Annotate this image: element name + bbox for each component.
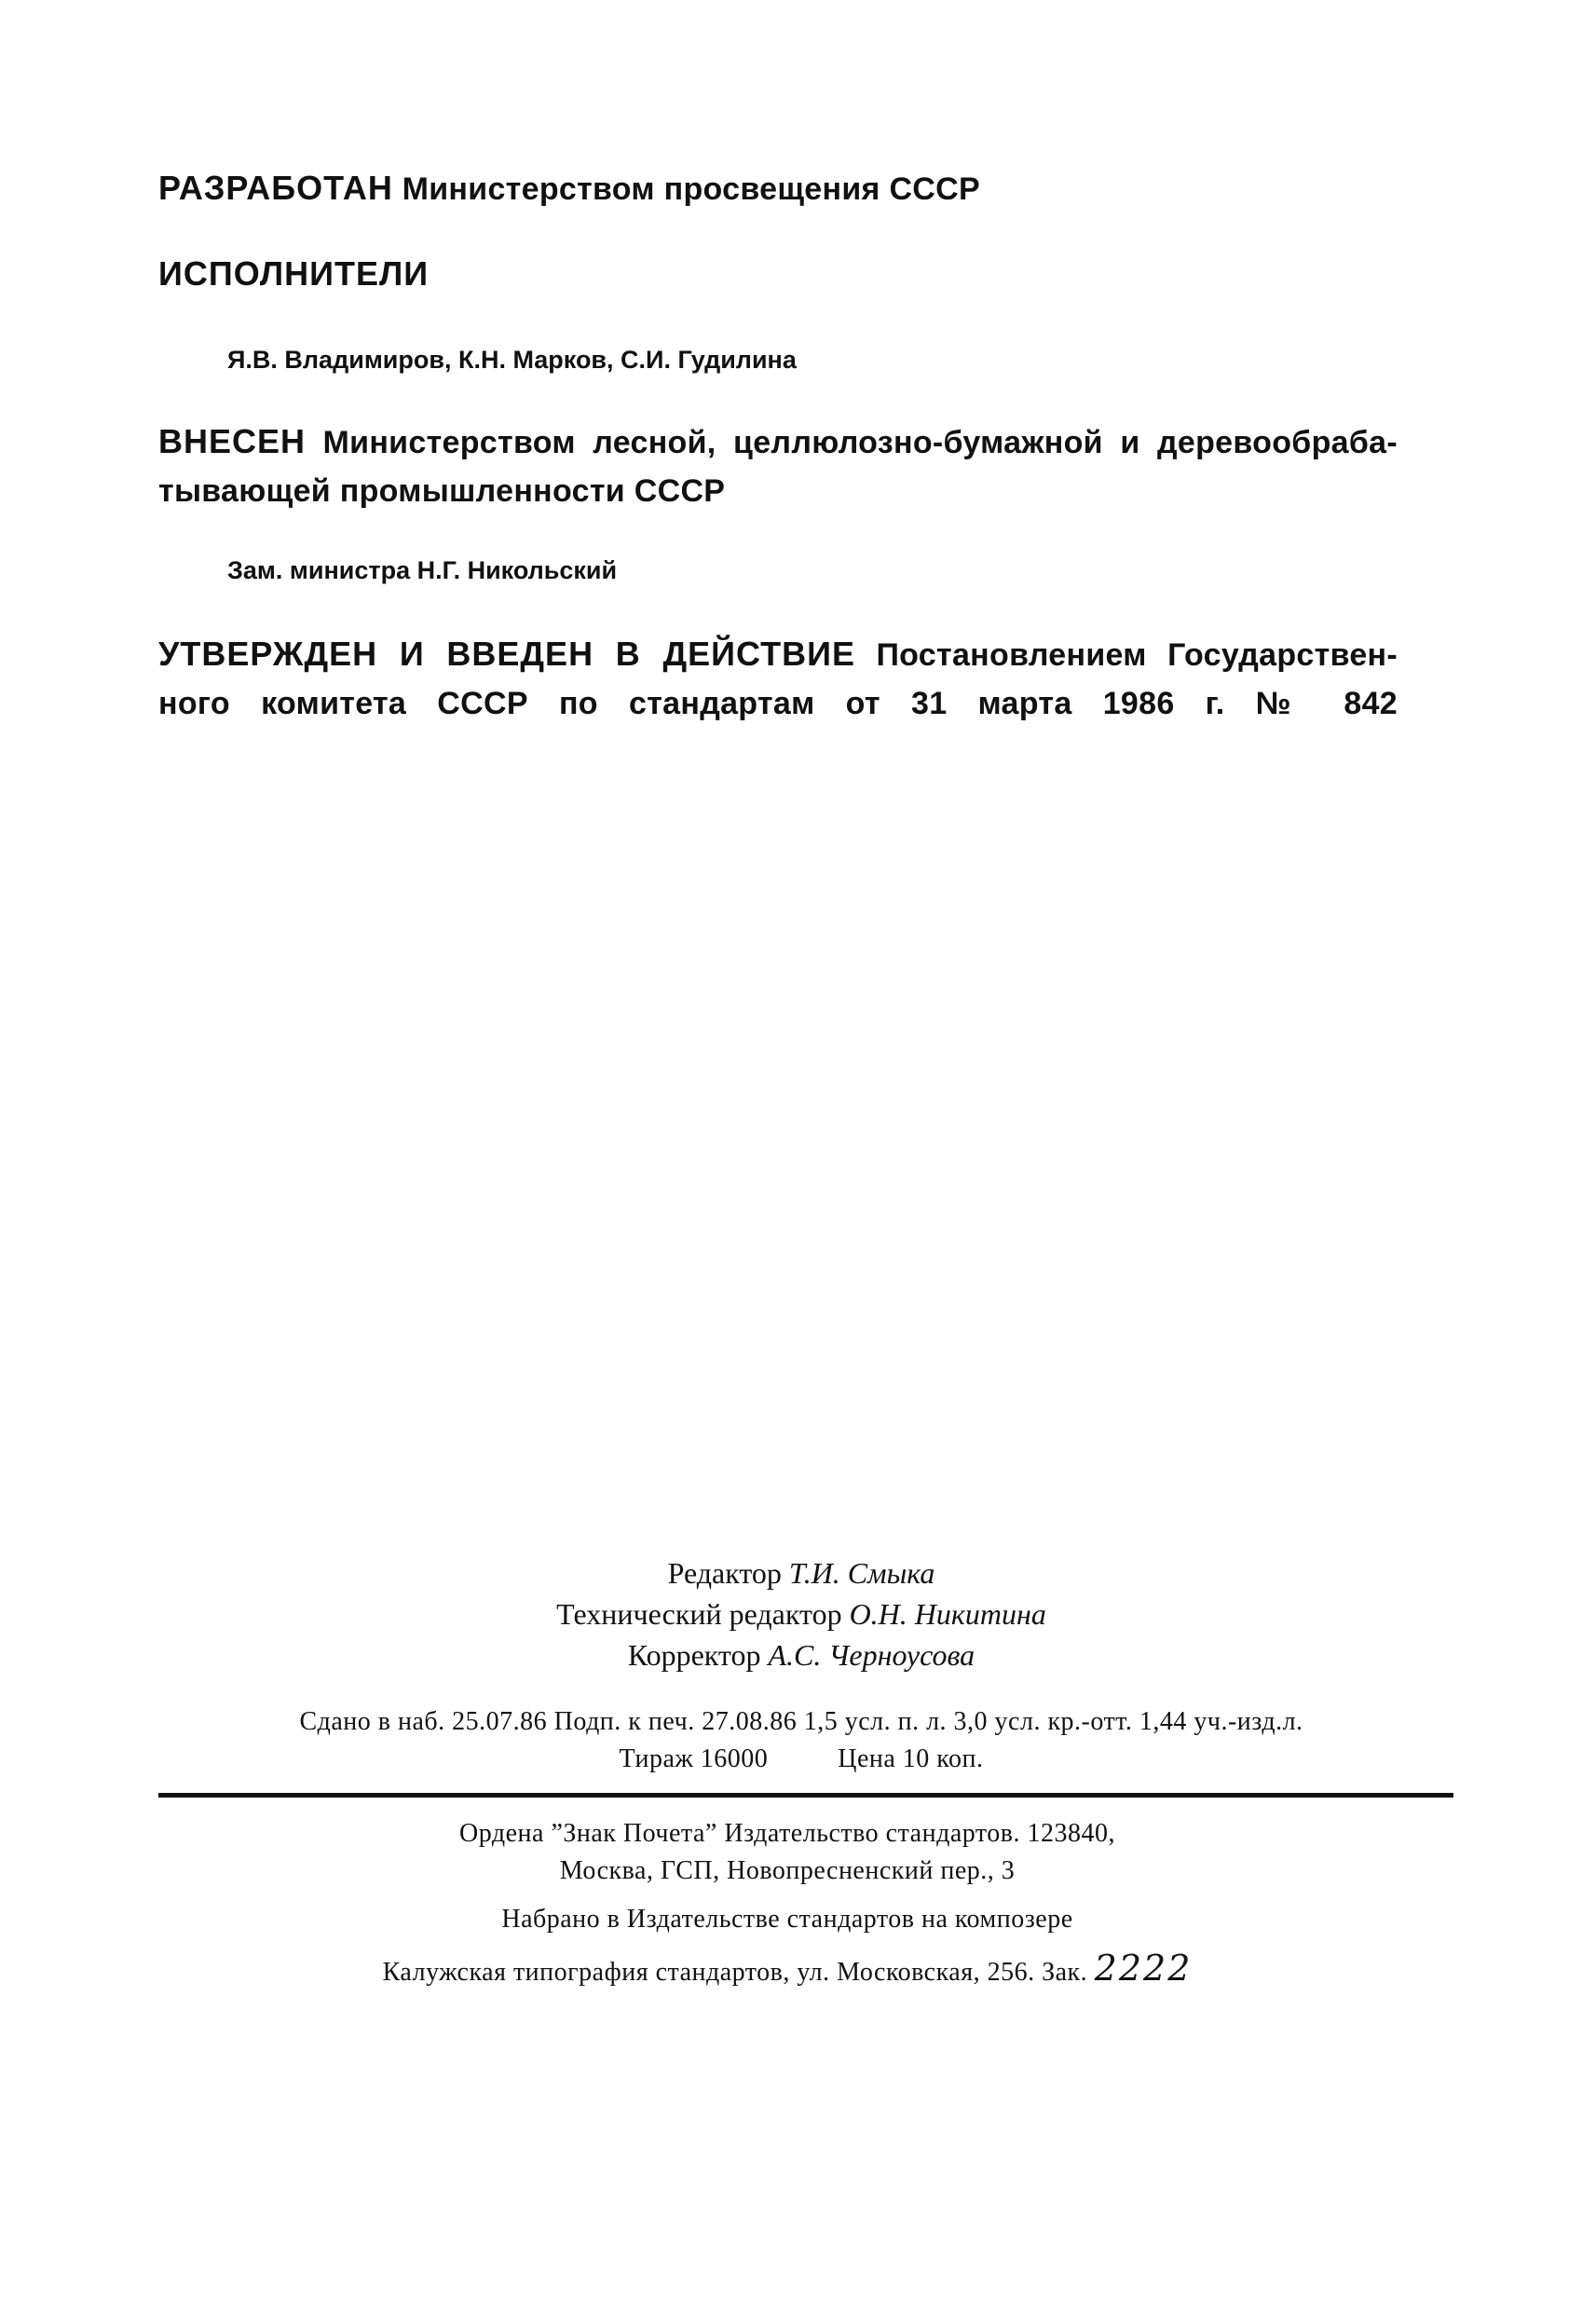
tech-editor-name: О.Н. Никитина [849,1597,1046,1631]
proofreader-line [158,1634,1444,1675]
editor-line [158,1552,1444,1593]
publisher-line-1: Ордена ”Знак Почета” Издательство стандартов. 123840, [459,1819,1115,1848]
developed-text: Министерством просвещения СССР [402,171,980,207]
publisher-line-2: Москва, ГСП, Новопресненский пер., 3 [559,1856,1016,1885]
introduced-label: ВНЕСЕН [158,422,307,460]
approved-block [158,630,1398,728]
approved-label: УТВЕРЖДЕН И ВВЕДЕН В ДЕЙСТВИЕ [158,635,855,673]
developed-line [158,164,1398,213]
performers-names: Я.В. Владимиров, К.Н. Марков, С.И. Гудилина [227,346,797,374]
tech-editor-line [158,1593,1444,1634]
circulation-price-line [158,1741,1444,1778]
introduced-text-1: Министерством лесной, целлюлозно-бумажной и деревообраба- [322,425,1398,460]
approved-line-2: ного комитета СССР по стандартам от 31 марта 1986 г. № 842 [158,686,1398,721]
approved-line-1 [158,630,1398,679]
performers-heading [158,250,1398,299]
proofreader-name: А.С. Черноусова [768,1638,975,1672]
performers-heading-text: ИСПОЛНИТЕЛИ [158,254,430,293]
approved-text-1: Постановлением Государствен- [876,637,1398,673]
divider-rule [158,1793,1453,1798]
print-info-block [158,1703,1444,1778]
developed-label: РАЗРАБОТАН [158,169,393,207]
introduced-block [158,417,1398,515]
editor-name: Т.И. Смыка [788,1556,935,1590]
introduced-line-2: тывающей промышленности СССР [158,473,726,509]
printer-line [158,1949,1416,1991]
tech-editor-role: Технический редактор [556,1597,842,1631]
circulation: Тираж 16000 [619,1744,769,1773]
introduced-official: Зам. министра Н.Г. Никольский [227,556,618,584]
credits-block [158,1552,1444,1675]
price: Цена 10 коп. [838,1744,984,1773]
proofreader-role: Корректор [627,1638,761,1672]
typeset-line: Набрано в Издательстве стандартов на композере [501,1905,1073,1934]
introduced-line-1 [158,417,1398,467]
printer-text: Калужская типография стандартов, ул. Московская, 256. Зак. [382,1958,1088,1987]
print-info-line: Сдано в наб. 25.07.86 Подп. к печ. 27.08.86 1,5 усл. п. л. 3,0 усл. кр.-отт. 1,44 уч.-изд.л. [299,1707,1303,1736]
order-number-handwritten: 2222 [1094,1948,1193,1989]
editor-role: Редактор [667,1556,782,1590]
publisher-block [158,1815,1416,1991]
